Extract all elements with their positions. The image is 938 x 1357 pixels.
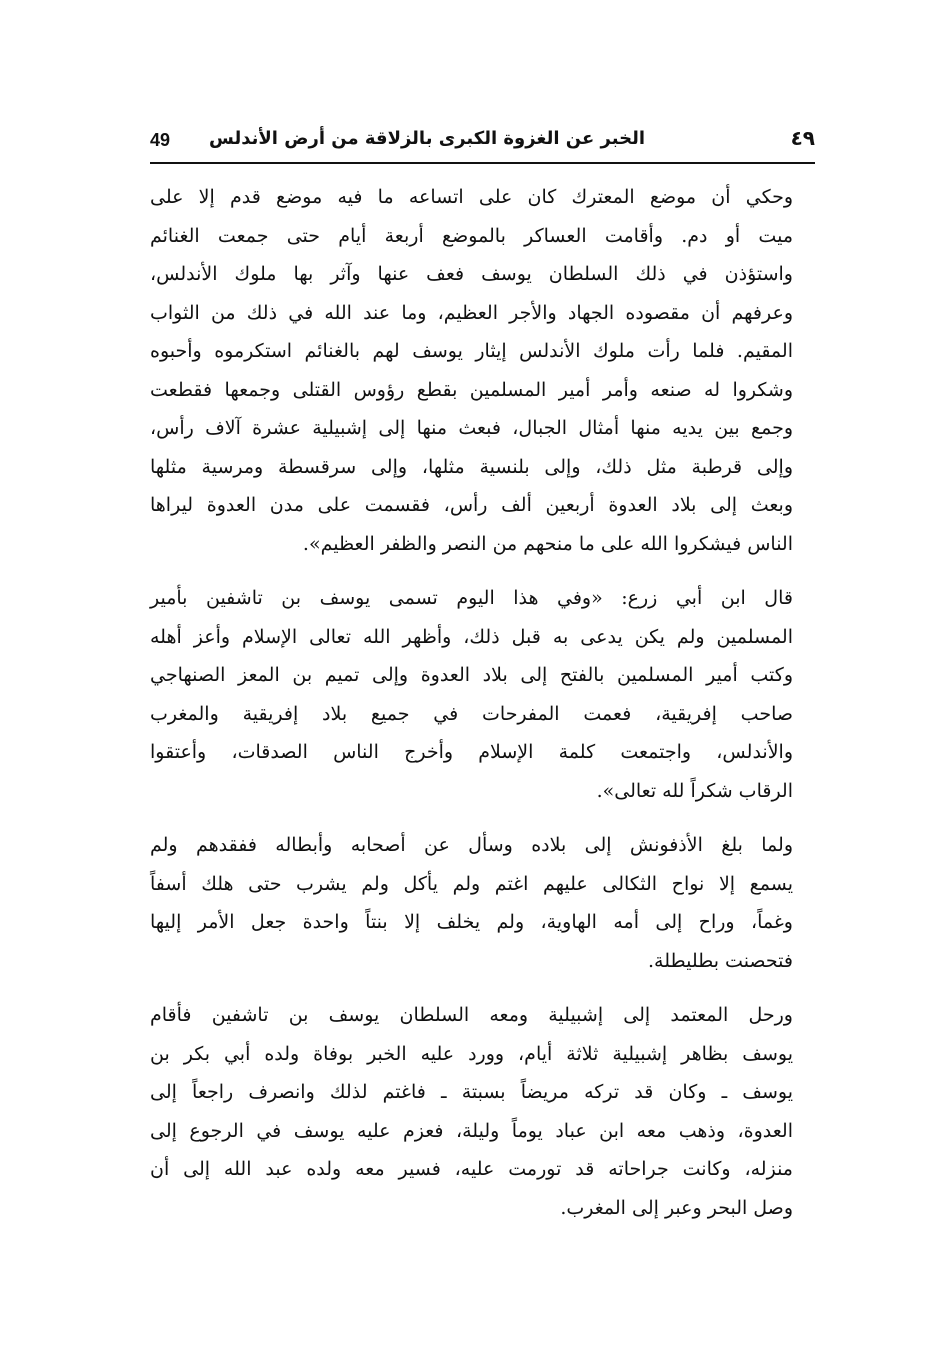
page-number-arabic: ٤٩ — [790, 126, 815, 150]
text-line: منزله، وكانت جراحاته قد تورمت عليه، فسير معه ولده عبد الله إلى أن — [150, 1158, 793, 1180]
text-line: يوسف بظاهر إشبيلية ثلاثة أيام، وورد عليه الخبر بوفاة ولده أبي بكر بن — [150, 1042, 793, 1065]
text-line: ميت أو دم. وأقامت العساكر بالموضع أربعة أيام حتى جمعت الغنائم — [150, 224, 793, 247]
text-line: فتحصنت بطليطلة. — [648, 949, 793, 972]
text-line: وصل البحر وعبر إلى المغرب. — [560, 1196, 793, 1219]
text-line: ولما بلغ الأذفونش إلى بلاده وسأل عن أصحابه وأبطاله ففقدهم ولم — [150, 834, 794, 856]
text-line: صاحب إفريقية، فعمت المفرحات في جميع بلاد إفريقية والمغرب — [150, 702, 793, 725]
text-line: والأندلس، واجتمعت كلمة الإسلام وأخرج الناس الصدقات، وأعتقوا — [150, 741, 793, 763]
text-line: المقيم. فلما رأت ملوك الأندلس إيثار يوسف لهم بالغنائم استكرموه وأحبوه — [150, 340, 793, 362]
text-line: العدوة، وذهب معه ابن عباد يوماً وليلة، فعزم عليه يوسف في الرجوع إلى — [150, 1119, 793, 1142]
text-line: واستؤذن في ذلك السلطان يوسف فعف عنها وآثر بها ملوك الأندلس، — [150, 263, 793, 285]
paragraph-4 — [150, 996, 815, 1227]
page-number-latin: 49 — [150, 130, 171, 150]
text-line: وكتب أمير المسلمين بالفتح إلى بلاد العدوة وإلى تميم بن المعز الصنهاجي — [150, 664, 793, 686]
text-line: وبعث إلى بلاد العدوة أربعين ألف رأس، فقسمت على مدن العدوة ليراها — [150, 494, 793, 516]
text-line: يوسف ـ وكان قد تركه مريضاً بسبتة ـ فاغتم لذلك وانصرف راجعاً إلى — [150, 1081, 793, 1103]
text-line: ورحل المعتمد إلى إشبيلية ومعه السلطان يوسف بن تاشفين فأقام — [150, 1004, 793, 1026]
running-header — [150, 124, 815, 160]
paragraph-2 — [150, 579, 815, 810]
text-line: يسمع إلا نواح الثكالى عليهم اغتم ولم يأكل ولم يشرب حتى هلك أسفاً — [150, 872, 793, 895]
text-line: وحكي أن موضع المعترك كان على اتساعه ما فيه موضع قدم إلا على — [150, 186, 793, 208]
paragraph-1 — [150, 178, 815, 563]
text-line: وجمع بين يديه منها أمثال الجبال، فبعث منها إلى إشبيلية عشرة آلاف رأس، — [150, 417, 793, 439]
text-line: وإلى قرطبة مثل ذلك، وإلى بلنسية مثلها، وإلى سرقسطة ومرسية مثلها — [150, 455, 793, 478]
running-title: الخبر عن الغزوة الكبرى بالزلاقة من أرض الأندلس — [209, 128, 645, 149]
text-line: الناس فيشكروا الله على ما منحهم من النصر والظفر العظيم». — [302, 532, 793, 555]
page-body — [150, 178, 815, 1243]
text-line: وعرفهم أن مقصوده الجهاد والأجر العظيم، وما عند الله في ذلك من الثواب — [150, 301, 793, 324]
paragraph-3 — [150, 826, 815, 980]
text-line: وغماً، وراح إلى أمه الهاوية، ولم يخلف إلا بنتاً واحدة جعل الأمر إليها — [150, 911, 793, 933]
text-line: قال ابن أبي زرع: «وفي هذا اليوم تسمى يوسف بن تاشفين بأمير — [150, 587, 793, 609]
header-rule — [150, 162, 815, 164]
text-line: وشكروا له صنعه وأمر أمير المسلمين بقطع رؤوس القتلى وجمعها فقطعت — [150, 378, 793, 401]
text-line: الرقاب شكراً لله تعالى». — [596, 779, 793, 802]
text-line: المسلمين ولم يكن يدعى به قبل ذلك، وأظهر الله تعالى الإسلام وأعز أهله — [150, 625, 793, 648]
